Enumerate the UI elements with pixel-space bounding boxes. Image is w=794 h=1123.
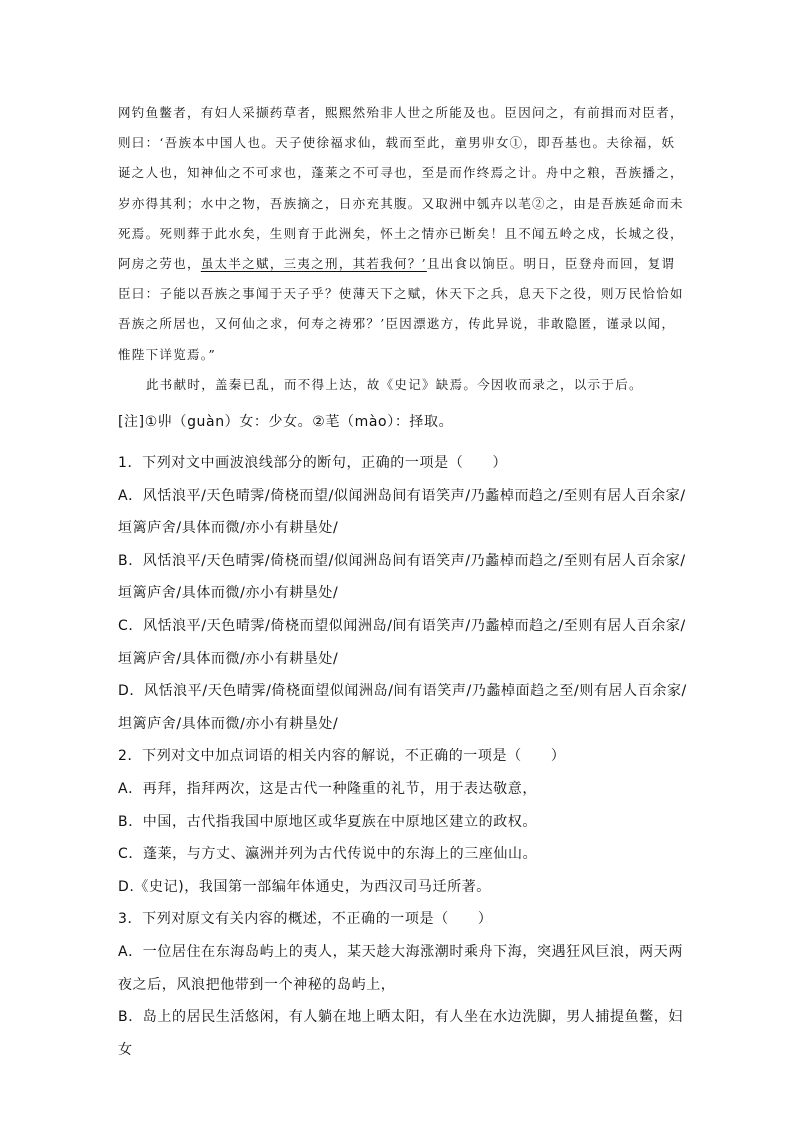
question-title: 2．下列对文中加点词语的相关内容的解说，不正确的一项是（ ） bbox=[118, 748, 566, 765]
answer-option: B．岛上的居民生活悠闲，有人躺在地上晒太阳，有人坐在水边洗脚，男人捕提鱼鳖，妇女 bbox=[118, 1009, 684, 1058]
annotation-note: [注]①丱（guàn）女：少女。②芼（mào）：择取。 bbox=[118, 414, 454, 430]
answer-option: D．风恬浪平/天色晴霁/倚桡面望似闻洲岛/间有语笑声/乃蠡棹面趋之至/则有居人百余家/坦篱庐舍/具体而微/亦小有耕垦处/ bbox=[118, 683, 687, 732]
answer-option: A．风恬浪平/天色晴霁/倚桡而望/似闻洲岛间有语笑声/乃蠡棹而趋之/至则有居人百余家/垣篱庐舍/具体而微/亦小有耕垦处/ bbox=[118, 487, 686, 537]
classical-passage bbox=[118, 98, 688, 400]
answer-option: B．风恬浪平/天色晴霁/倚桡而望/似闻洲岛间有语笑声/乃蠡棹而趋之/至则有居人百余家/垣篱庐舍/具体而微/亦小有耕垦处/ bbox=[118, 552, 686, 602]
answer-option: C．风恬浪平/天色晴霁/倚桡而望似闻洲岛/间有语笑声/乃蠡棹而趋之/至则有居人百余家/垣篱庐舍/具体而微/亦小有耕垦处/ bbox=[118, 617, 686, 667]
answer-option: A．一位居住在东海岛屿上的夷人，某天趁大海涨潮时乘舟下海，突遇狂风巨浪，两天两夜之后，风浪把他带到一个神秘的岛屿上， bbox=[118, 943, 683, 993]
question-title: 1．下列对文中画波浪线部分的断句，正确的一项是（ ） bbox=[118, 455, 508, 471]
passage-paragraph bbox=[118, 98, 688, 370]
passage-text: 网钓鱼鳖者，有妇人采撷药草者，熙熙然殆非人世之所能及也。臣因问之，有前揖而对臣者，则曰：‘吾族本中国人也。天子使徐福求仙，载而至此，童男丱女①，即吾基也。夫徐福，妖诞之人也，知神仙之不可求也，蓬莱之不可寻也，至是而作终焉之计。舟中之粮，吾族播之，岁亦得其利；水中之物，吾族摘之，日亦充其腹。又取洲中瓠卉以芼②之，由是吾族延命而未死焉。死则葬于此水矣，生则育于此洲矣，怀土之情亦已断矣！且不闻五岭之戍，长城之役，阿房之劳也， bbox=[118, 105, 684, 272]
question-list bbox=[118, 447, 688, 1066]
answer-option: C．蓬莱，与方丈、瀛洲并列为古代传说中的东海上的三座仙山。 bbox=[118, 846, 538, 863]
passage-text: 且出食以饷臣。明日，臣登舟而回，复谓臣曰：子能以吾族之事闻于天子乎？使薄天下之赋，休天下之兵，息天下之役，则万民恰恰如吾族之所居也，又何仙之求，何寿之祷邪？’臣因漂逖方，传此异说，非敢隐匿，谨录以闻，惟陛下详览焉。” bbox=[118, 256, 684, 362]
question-title: 3．下列对原文有关内容的概述，不正确的一项是（ ） bbox=[118, 911, 493, 928]
answer-option: D.《史记)，我国第一部编年体通史，为西汉司马迁所著。 bbox=[118, 878, 491, 895]
underlined-passage-text: 虽太半之赋，三夷之刑，其若我何？’ bbox=[200, 256, 427, 272]
answer-option: B．中国，古代指我国中原地区或华夏族在中原地区建立的政权。 bbox=[118, 813, 538, 830]
passage-paragraph: 此书献时，盖秦已乱，而不得上达，故《史记》缺焉。今因收而录之，以示于后。 bbox=[146, 376, 643, 392]
answer-option: A．再拜，指拜两次，这是古代一种隆重的礼节，用于表达敬意， bbox=[118, 780, 537, 797]
